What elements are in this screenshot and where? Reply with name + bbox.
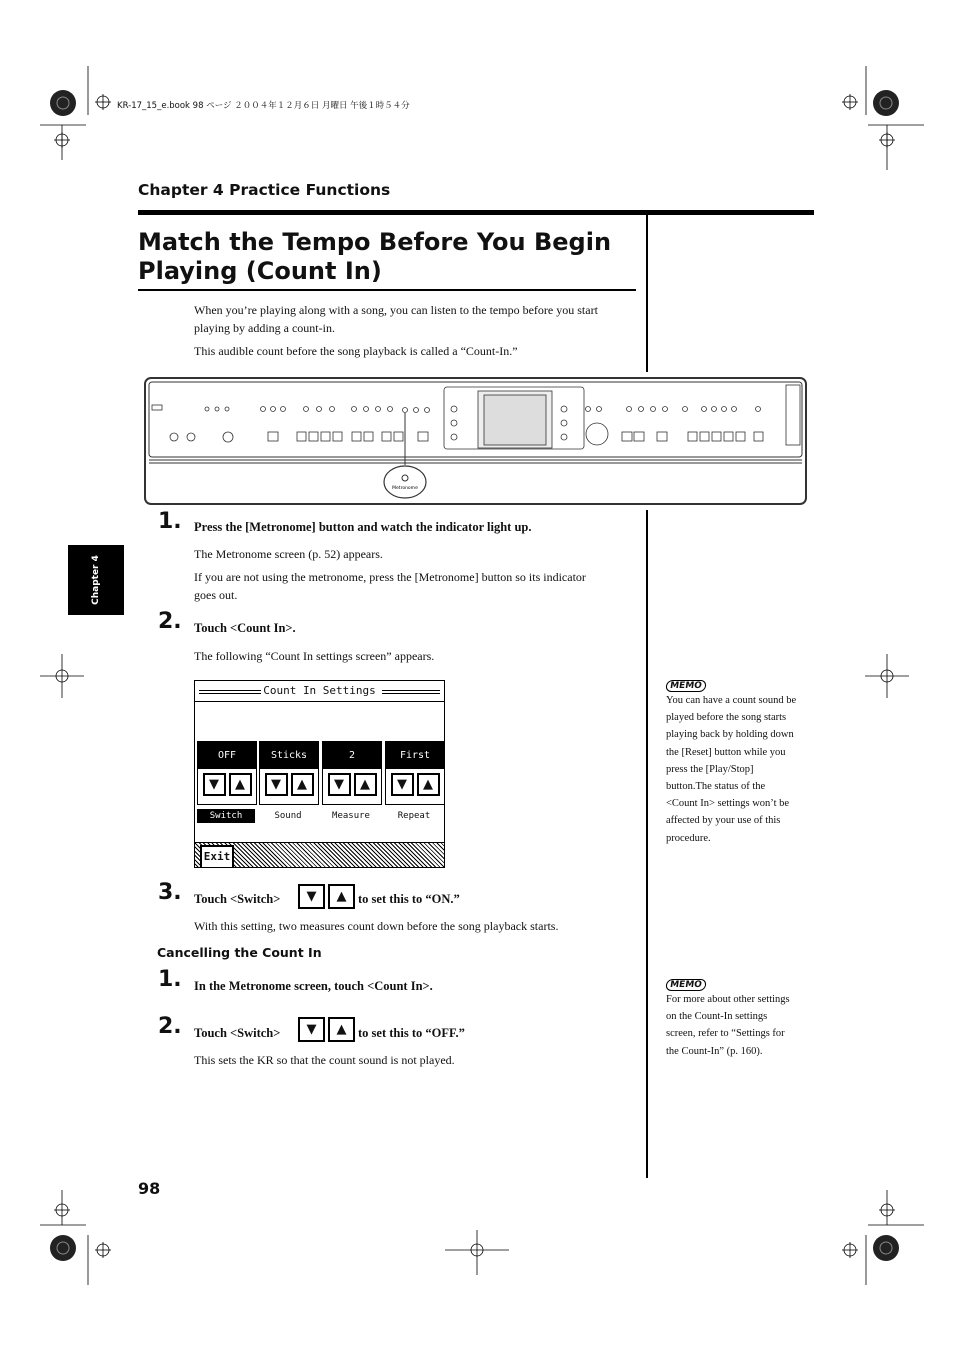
cancel-step2-title-before: Touch <Switch> xyxy=(194,1026,281,1040)
heading-rule xyxy=(138,210,814,215)
column-sound[interactable] xyxy=(259,741,319,805)
title-underline xyxy=(138,289,636,291)
measure-up-button[interactable] xyxy=(354,773,377,796)
arrow-down-icon: ▼ xyxy=(306,1022,317,1037)
step1-line2: If you are not using the metronome, press the [Metronome] button so its indicator xyxy=(194,570,586,584)
memo1-line: affected by your use of this xyxy=(666,815,781,827)
memo2-text xyxy=(666,991,816,1060)
step3-line1: With this setting, two measures count down before the song playback starts. xyxy=(194,919,559,933)
column-divider-top xyxy=(646,215,648,372)
chapter-tab-label: Chapter 4 xyxy=(91,555,101,605)
cancel-up-icon xyxy=(328,1017,355,1042)
screen-title-bar xyxy=(195,681,444,702)
memo1-text xyxy=(666,692,816,847)
cancel-step2-title-after: to set this to “OFF.” xyxy=(358,1026,465,1040)
memo1-line: press the [Play/Stop] xyxy=(666,763,754,775)
arrow-up-icon: ▲ xyxy=(297,777,307,792)
sound-up-button[interactable] xyxy=(291,773,314,796)
memo1-line: playing back by holding down xyxy=(666,729,794,741)
arrow-down-icon: ▼ xyxy=(334,777,344,792)
callout-label: Metronome xyxy=(392,486,418,491)
column-repeat[interactable] xyxy=(385,741,445,805)
step3-title-after: to set this to “ON.” xyxy=(358,892,460,906)
measure-label: Measure xyxy=(332,811,370,821)
step1-title: Press the [Metronome] button and watch the indicator light up. xyxy=(194,520,532,534)
arrow-up-icon: ▲ xyxy=(235,777,245,792)
switch-up-button[interactable] xyxy=(229,773,252,796)
memo2-badge xyxy=(666,972,706,991)
switch-down-button[interactable] xyxy=(203,773,226,796)
step3-number: 3. xyxy=(158,880,182,905)
arrow-down-icon: ▼ xyxy=(397,777,407,792)
measure-value: 2 xyxy=(323,742,381,769)
intro-text xyxy=(194,301,634,360)
step3-down-icon xyxy=(298,884,325,909)
repeat-down-button[interactable] xyxy=(391,773,414,796)
memo1-line: You can have a count sound be xyxy=(666,695,797,706)
memo1-line: played before the song starts xyxy=(666,712,787,724)
memo-icon: MEMO xyxy=(665,680,706,692)
memo1-line: button.The status of the xyxy=(666,781,766,793)
intro-p2: This audible count before the song playback is called a “Count-In.” xyxy=(194,344,518,358)
column-measure[interactable] xyxy=(322,741,382,805)
step1-line3: goes out. xyxy=(194,588,238,602)
intro-p1-line1: When you’re playing along with a song, you can listen to the tempo before you start xyxy=(194,303,598,317)
switch-label: Switch xyxy=(197,809,255,823)
measure-down-button[interactable] xyxy=(328,773,351,796)
step2-title: Touch <Count In>. xyxy=(194,621,296,635)
memo1-line: the [Reset] button while you xyxy=(666,746,786,758)
cancel-step2-line1: This sets the KR so that the count sound is not played. xyxy=(194,1053,455,1067)
arrow-down-icon: ▼ xyxy=(306,889,317,904)
memo1-line: procedure. xyxy=(666,832,711,844)
step1-body xyxy=(194,545,634,604)
switch-value: OFF xyxy=(198,742,256,769)
step2-line1: The following “Count In settings screen” appears. xyxy=(194,649,435,663)
repeat-value: First xyxy=(386,742,444,769)
memo2-line: on the Count-In settings xyxy=(666,1011,768,1023)
exit-button[interactable]: Exit xyxy=(200,845,234,868)
memo1-badge xyxy=(666,673,706,692)
panel-diagram xyxy=(144,377,807,505)
title-line1: Match the Tempo Before You Begin xyxy=(138,228,612,256)
arrow-down-icon: ▼ xyxy=(271,777,281,792)
repeat-up-button[interactable] xyxy=(417,773,440,796)
sound-value: Sticks xyxy=(260,742,318,769)
chapter-heading: Chapter 4 Practice Functions xyxy=(138,181,391,199)
page-title xyxy=(138,228,611,286)
sound-label: Sound xyxy=(274,811,302,821)
cancel-step2-number: 2. xyxy=(158,1014,182,1039)
step3-up-icon xyxy=(328,884,355,909)
repeat-label: Repeat xyxy=(397,811,431,821)
step1-line1: The Metronome screen (p. 52) appears. xyxy=(194,547,383,561)
memo2-line: the Count-In” (p. 160). xyxy=(666,1045,763,1057)
title-line2: Playing (Count In) xyxy=(138,257,382,285)
arrow-up-icon: ▲ xyxy=(336,889,347,904)
memo1-line: <Count In> settings won’t be xyxy=(666,798,790,810)
memo-icon: MEMO xyxy=(665,979,706,991)
memo2-line: For more about other settings xyxy=(666,994,790,1005)
file-header: KR-17_15_e.book 98 ページ ２００４年１２月６日 月曜日 午後１時５４分 xyxy=(117,101,410,111)
page-number: 98 xyxy=(138,1179,161,1198)
memo2-line: screen, refer to “Settings for xyxy=(666,1028,785,1040)
step2-number: 2. xyxy=(158,609,182,634)
chapter-tab xyxy=(68,545,124,615)
arrow-down-icon: ▼ xyxy=(209,777,219,792)
step1-number: 1. xyxy=(158,509,182,534)
screen-title: Count In Settings xyxy=(263,684,376,697)
arrow-up-icon: ▲ xyxy=(336,1022,347,1037)
cancel-step1-title: In the Metronome screen, touch <Count In>. xyxy=(194,979,433,993)
intro-p1-line2: playing by adding a count-in. xyxy=(194,321,335,335)
column-divider-bottom xyxy=(646,510,648,1178)
column-switch[interactable] xyxy=(197,741,257,805)
arrow-up-icon: ▲ xyxy=(360,777,370,792)
arrow-up-icon: ▲ xyxy=(423,777,433,792)
cancel-heading: Cancelling the Count In xyxy=(157,945,322,960)
panel-illustration xyxy=(144,377,807,505)
cancel-down-icon xyxy=(298,1017,325,1042)
cancel-step1-number: 1. xyxy=(158,967,182,992)
count-in-screen xyxy=(194,680,445,868)
step3-title-before: Touch <Switch> xyxy=(194,892,281,906)
sound-down-button[interactable] xyxy=(265,773,288,796)
